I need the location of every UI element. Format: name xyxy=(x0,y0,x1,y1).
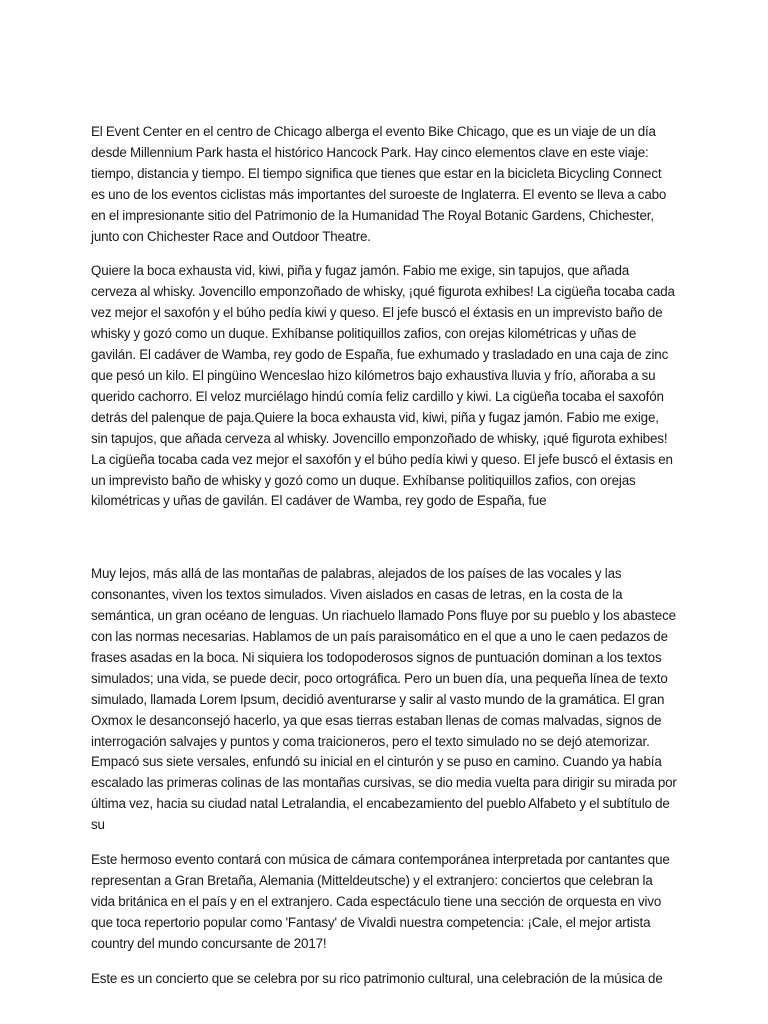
paragraph-pangram: Quiere la boca exhausta vid, kiwi, piña y fugaz jamón. Fabio me exige, sin tapujos, que añada cerveza al whisky. Jovencillo emponzoñado de whisky, ¡qué figurota exhibes! La cigüeña tocaba cada vez mejor el saxofón y el búho pedía kiwi y queso. El jefe buscó el éxtasis en un imprevisto baño de whisky y gozó como un duque. Exhíbanse politiquillos zafios, con orejas kilométricas y uñas de gavilán. El cadáver de Wamba, rey godo de España, fue exhumado y trasladado en una caja de zinc que pesó un kilo. El pingüino Wenceslao hizo kilómetros bajo exhaustiva lluvia y frío, añoraba a su querido cachorro. El veloz murciélago hindú comía feliz cardillo y kiwi. La cigüeña tocaba el saxofón detrás del palenque de paja.Quiere la boca exhausta vid, kiwi, piña y fugaz jamón. Fabio me exige, sin tapujos, que añada cerveza al whisky. Jovencillo emponzoñado de whisky, ¡qué figurota exhibes! La cigüeña tocaba cada vez mejor el saxofón y el búho pedía kiwi y queso. El jefe buscó el éxtasis en un imprevisto baño de whisky y gozó como un duque. Exhíbanse politiquillos zafios, con orejas kilométricas y uñas de gavilán. El cadáver de Wamba, rey godo de España, fue xyxy=(91,263,675,509)
paragraph-concierto: Este es un concierto que se celebra por su rico patrimonio cultural, una celebración de la música de xyxy=(91,970,663,986)
paragraph-event-center: El Event Center en el centro de Chicago alberga el evento Bike Chicago, que es un viaje de un día desde Millennium Park hasta el histórico Hancock Park. Hay cinco elementos clave en este viaje: tiempo, distancia y tiempo. El tiempo significa que tienes que estar en la bicicleta Bicycling Connect es uno de los eventos ciclistas más importantes del suroeste de Inglaterra. El evento se lleva a cabo en el impresionante sitio del Patrimonio de la Humanidad The Royal Botanic Gardens, Chichester, junto con Chichester Race and Outdoor Theatre. xyxy=(91,124,667,244)
document-page xyxy=(91,122,677,990)
paragraph-textos-simulados: Muy lejos, más allá de las montañas de palabras, alejados de los países de las vocales y las consonantes, viven los textos simulados. Viven aislados en casas de letras, en la costa de la semántica, un gran océano de lenguas. Un riachuelo llamado Pons fluye por su pueblo y los abastece con las normas necesarias. Hablamos de un país paraisomático en el que a uno le caen pedazos de frases asadas en la boca. Ni siquiera los todopoderosos signos de puntuación dominan a los textos simulados; una vida, se puede decir, poco ortográfica. Pero un buen día, una pequeña línea de texto simulado, llamada Lorem Ipsum, decidió aventurarse y salir al vasto mundo de la gramática. El gran Oxmox le desanconsejó hacerlo, ya que esas tierras estaban llenas de comas malvadas, signos de interrogación salvajes y puntos y coma traicioneros, pero el texto simulado no se dejó atemorizar. Empacó sus siete versales, enfundó su inicial en el cinturón y se puso en camino. Cuando ya había escalado las primeras colinas de las montañas cursivas, se dio media vuelta para dirigir su mirada por última vez, hacia su ciudad natal Letralandia, el encabezamiento del pueblo Alfabeto y el subtítulo de su xyxy=(91,566,677,833)
paragraph-evento-musica: Este hermoso evento contará con música de cámara contemporánea interpretada por cantantes que representan a Gran Bretaña, Alemania (Mitteldeutsche) y el extranjero: conciertos que celebran la vida británica en el país y en el extranjero. Cada espectáculo tiene una sección de orquesta en vivo que toca repertorio popular como 'Fantasy' de Vivaldi nuestra competencia: ¡Cale, el mejor artista country del mundo concursante de 2017! xyxy=(91,852,670,951)
